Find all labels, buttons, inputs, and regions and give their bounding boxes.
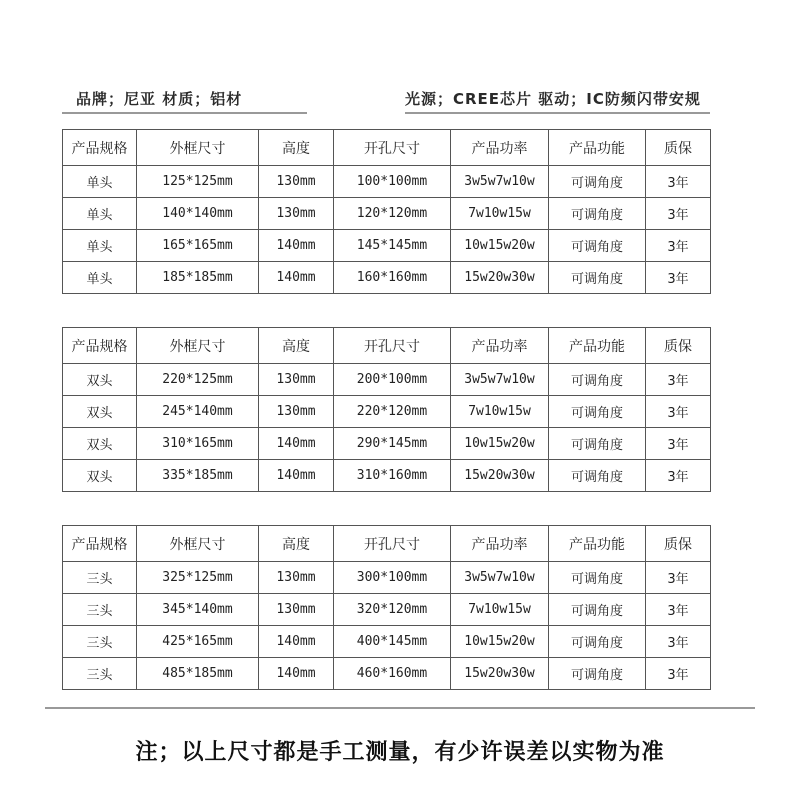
cell-type: 三头 [63,562,137,594]
cell-power: 15w20w30w [451,262,549,294]
cell-warranty: 3年 [646,166,711,198]
cell-type: 三头 [63,658,137,690]
cell-power: 7w10w15w [451,396,549,428]
column-header: 产品规格 [63,328,137,364]
column-header: 产品功能 [549,130,646,166]
cell-cutout: 200*100mm [334,364,451,396]
cell-frame: 185*185mm [137,262,259,294]
column-header: 质保 [646,130,711,166]
cell-warranty: 3年 [646,262,711,294]
cell-cutout: 310*160mm [334,460,451,492]
cell-warranty: 3年 [646,396,711,428]
cell-frame: 485*185mm [137,658,259,690]
column-header: 质保 [646,526,711,562]
column-header: 外框尺寸 [137,328,259,364]
column-header: 开孔尺寸 [334,328,451,364]
cell-function: 可调角度 [549,262,646,294]
cell-warranty: 3年 [646,198,711,230]
cell-type: 三头 [63,626,137,658]
cell-cutout: 290*145mm [334,428,451,460]
brand-material-label: 品牌；尼亚 材质；铝材 [76,90,243,108]
cell-power: 7w10w15w [451,594,549,626]
column-header: 产品功率 [451,328,549,364]
spec-table-3 [62,525,711,690]
cell-height: 140mm [259,626,334,658]
cell-height: 140mm [259,460,334,492]
column-header: 高度 [259,526,334,562]
column-header: 外框尺寸 [137,130,259,166]
table-row [63,364,711,396]
table-header-row [63,130,711,166]
cell-warranty: 3年 [646,626,711,658]
cell-frame: 335*185mm [137,460,259,492]
cell-function: 可调角度 [549,562,646,594]
column-header: 产品功能 [549,328,646,364]
column-header: 高度 [259,130,334,166]
cell-function: 可调角度 [549,230,646,262]
cell-height: 140mm [259,262,334,294]
footer-divider [45,707,755,709]
cell-function: 可调角度 [549,460,646,492]
table-row [63,594,711,626]
cell-height: 130mm [259,562,334,594]
cell-power: 3w5w7w10w [451,166,549,198]
cell-type: 双头 [63,396,137,428]
table-row [63,198,711,230]
header-left-underline [62,112,307,114]
cell-frame: 220*125mm [137,364,259,396]
cell-power: 3w5w7w10w [451,364,549,396]
cell-function: 可调角度 [549,626,646,658]
column-header: 开孔尺寸 [334,130,451,166]
cell-height: 140mm [259,658,334,690]
cell-height: 140mm [259,428,334,460]
column-header: 产品规格 [63,130,137,166]
cell-cutout: 145*145mm [334,230,451,262]
cell-type: 单头 [63,230,137,262]
cell-function: 可调角度 [549,428,646,460]
cell-type: 单头 [63,262,137,294]
column-header: 外框尺寸 [137,526,259,562]
table-header-row [63,526,711,562]
table-row [63,460,711,492]
column-header: 产品功率 [451,130,549,166]
cell-type: 双头 [63,428,137,460]
cell-height: 130mm [259,198,334,230]
cell-frame: 325*125mm [137,562,259,594]
table-row [63,428,711,460]
column-header: 产品规格 [63,526,137,562]
table-row [63,396,711,428]
cell-frame: 140*140mm [137,198,259,230]
cell-warranty: 3年 [646,428,711,460]
cell-frame: 125*125mm [137,166,259,198]
cell-height: 130mm [259,364,334,396]
cell-type: 单头 [63,198,137,230]
cell-height: 140mm [259,230,334,262]
cell-power: 10w15w20w [451,428,549,460]
cell-power: 10w15w20w [451,230,549,262]
table-row [63,166,711,198]
column-header: 高度 [259,328,334,364]
cell-warranty: 3年 [646,230,711,262]
table-row [63,562,711,594]
cell-type: 双头 [63,460,137,492]
cell-cutout: 100*100mm [334,166,451,198]
cell-cutout: 320*120mm [334,594,451,626]
column-header: 产品功率 [451,526,549,562]
cell-frame: 310*165mm [137,428,259,460]
cell-power: 15w20w30w [451,658,549,690]
table-header-row [63,328,711,364]
column-header: 质保 [646,328,711,364]
cell-cutout: 400*145mm [334,626,451,658]
cell-warranty: 3年 [646,658,711,690]
cell-height: 130mm [259,166,334,198]
cell-cutout: 220*120mm [334,396,451,428]
table-row [63,626,711,658]
footnote: 注；以上尺寸都是手工测量，有少许误差以实物为准 [135,740,665,765]
spec-table-2 [62,327,711,492]
spec-table-1 [62,129,711,294]
table-row [63,658,711,690]
table-row [63,262,711,294]
cell-power: 7w10w15w [451,198,549,230]
cell-height: 130mm [259,396,334,428]
cell-frame: 425*165mm [137,626,259,658]
cell-warranty: 3年 [646,562,711,594]
cell-frame: 245*140mm [137,396,259,428]
cell-frame: 345*140mm [137,594,259,626]
cell-type: 三头 [63,594,137,626]
header-right-underline [405,112,710,114]
cell-height: 130mm [259,594,334,626]
table-row [63,230,711,262]
cell-power: 10w15w20w [451,626,549,658]
cell-frame: 165*165mm [137,230,259,262]
cell-function: 可调角度 [549,166,646,198]
cell-cutout: 460*160mm [334,658,451,690]
column-header: 产品功能 [549,526,646,562]
cell-function: 可调角度 [549,198,646,230]
cell-cutout: 300*100mm [334,562,451,594]
cell-cutout: 120*120mm [334,198,451,230]
column-header: 开孔尺寸 [334,526,451,562]
cell-function: 可调角度 [549,364,646,396]
cell-power: 15w20w30w [451,460,549,492]
cell-type: 单头 [63,166,137,198]
cell-type: 双头 [63,364,137,396]
cell-power: 3w5w7w10w [451,562,549,594]
cell-function: 可调角度 [549,396,646,428]
cell-warranty: 3年 [646,460,711,492]
cell-warranty: 3年 [646,594,711,626]
light-driver-label: 光源；CREE芯片 驱动；IC防频闪带安规 [405,90,701,108]
cell-cutout: 160*160mm [334,262,451,294]
cell-function: 可调角度 [549,658,646,690]
cell-warranty: 3年 [646,364,711,396]
cell-function: 可调角度 [549,594,646,626]
